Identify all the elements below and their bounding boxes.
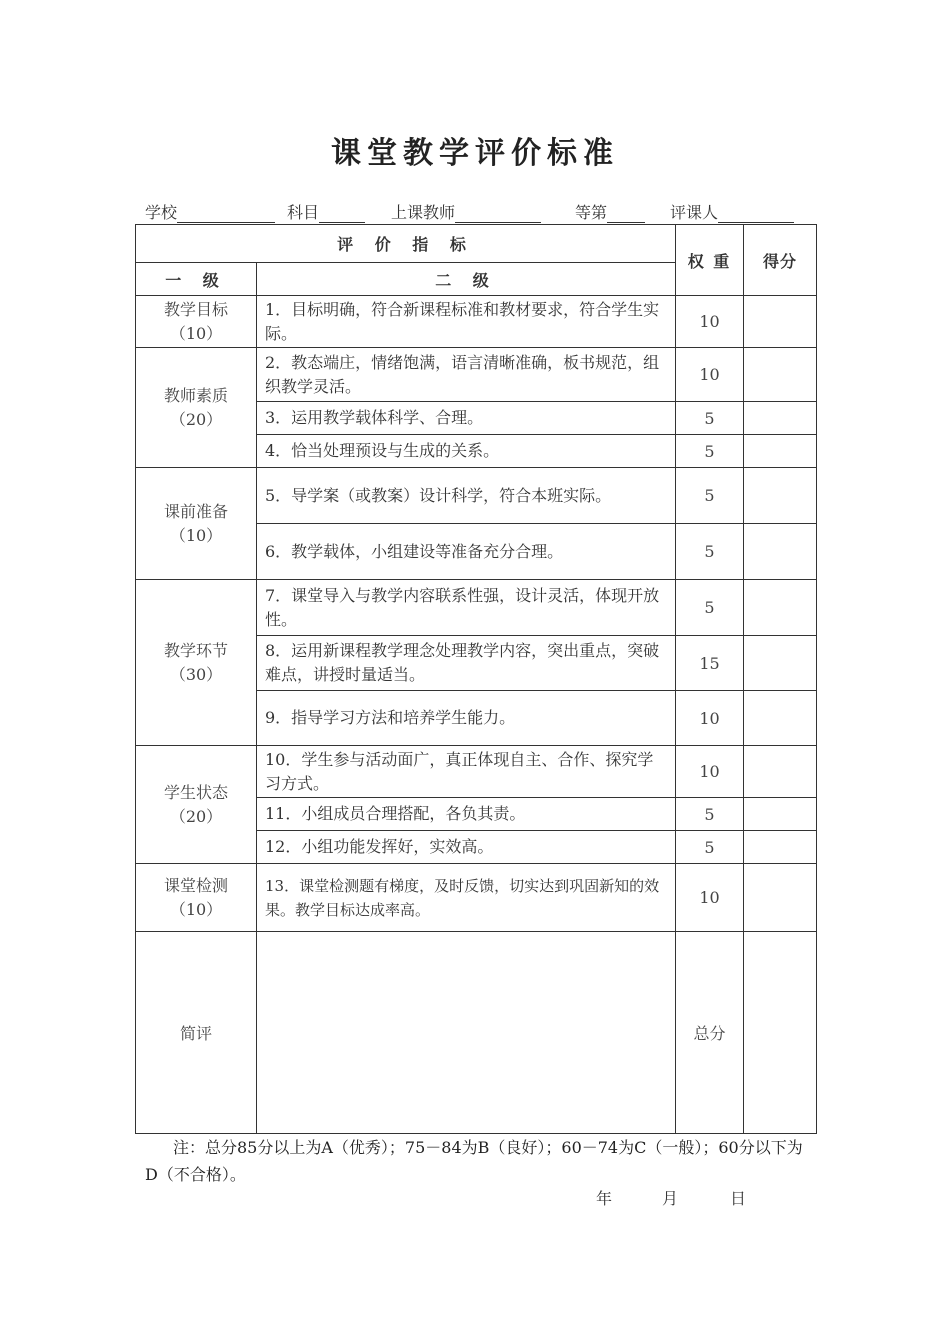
indicators-header: 评 价 指 标: [136, 225, 676, 263]
item-weight: 10: [676, 746, 744, 798]
score-cell[interactable]: [744, 296, 817, 348]
brief-comment-area[interactable]: [257, 932, 676, 1134]
score-cell[interactable]: [744, 636, 817, 691]
group-points: （10）: [169, 323, 223, 343]
header-fields: [145, 200, 815, 224]
date-month: 月: [662, 1189, 679, 1208]
group-cell-student-state: [136, 746, 257, 864]
brief-comment-label: 简评: [136, 932, 257, 1134]
score-cell[interactable]: [744, 402, 817, 435]
evaluator-label: 评课人: [670, 203, 719, 222]
item-weight: 5: [676, 580, 744, 636]
subject-label: 科目: [287, 203, 320, 222]
item-text: 9．指导学习方法和培养学生能力。: [257, 691, 676, 746]
score-cell[interactable]: [744, 831, 817, 864]
group-name: 教师素质: [163, 385, 228, 405]
score-header: 得分: [744, 225, 817, 296]
group-points: （20）: [169, 409, 223, 429]
group-name: 课堂检测: [163, 875, 228, 895]
grade-field[interactable]: [575, 200, 645, 223]
item-text: 10．学生参与活动面广，真正体现自主、合作、探究学习方式。: [257, 746, 676, 798]
item-text: 1．目标明确，符合新课程标准和教材要求，符合学生实际。: [257, 296, 676, 348]
item-weight: 5: [676, 798, 744, 831]
score-cell[interactable]: [744, 580, 817, 636]
level1-header: 一 级: [136, 263, 257, 296]
evaluation-table: [135, 224, 817, 1134]
level2-header: 二 级: [257, 263, 676, 296]
teacher-field[interactable]: [391, 200, 541, 223]
teacher-label: 上课教师: [391, 203, 456, 222]
school-label: 学校: [145, 203, 178, 222]
item-weight: 5: [676, 435, 744, 468]
score-cell[interactable]: [744, 864, 817, 932]
group-cell-classroom-test: [136, 864, 257, 932]
item-text: 12．小组功能发挥好，实效高。: [257, 831, 676, 864]
item-text: 5．导学案（或教案）设计科学，符合本班实际。: [257, 468, 676, 524]
score-cell[interactable]: [744, 435, 817, 468]
item-weight: 10: [676, 348, 744, 402]
evaluator-blank[interactable]: [718, 204, 794, 223]
item-text: 6．教学载体，小组建设等准备充分合理。: [257, 524, 676, 580]
group-points: （30）: [169, 664, 223, 684]
group-points: （20）: [169, 806, 223, 826]
subject-blank[interactable]: [319, 204, 365, 223]
score-cell[interactable]: [744, 348, 817, 402]
group-cell-lesson-prep: [136, 468, 257, 580]
item-weight: 5: [676, 468, 744, 524]
item-weight: 5: [676, 402, 744, 435]
weight-header: 权 重: [676, 225, 744, 296]
grading-note: 注：总分85分以上为A（优秀）；75－84为B（良好）；60－74为C（一般）；60分以下为D（不合格）。: [145, 1138, 803, 1184]
group-name: 学生状态: [163, 782, 228, 802]
total-score-cell[interactable]: [744, 932, 817, 1134]
item-weight: 10: [676, 296, 744, 348]
date-day: 日: [730, 1189, 747, 1208]
score-cell[interactable]: [744, 524, 817, 580]
item-weight: 10: [676, 864, 744, 932]
item-text: 2．教态端庄，情绪饱满，语言清晰准确，板书规范，组织教学灵活。: [257, 348, 676, 402]
group-points: （10）: [169, 525, 223, 545]
total-label: 总分: [676, 932, 744, 1134]
score-cell[interactable]: [744, 746, 817, 798]
item-weight: 15: [676, 636, 744, 691]
grade-label: 等第: [575, 203, 608, 222]
score-cell[interactable]: [744, 691, 817, 746]
evaluator-field[interactable]: [670, 200, 794, 223]
school-blank[interactable]: [177, 204, 275, 223]
page-title: 课堂教学评价标准: [331, 136, 619, 171]
group-name: 教学环节: [163, 640, 228, 660]
grade-blank[interactable]: [607, 204, 645, 223]
group-name: 课前准备: [163, 501, 228, 521]
group-name: 教学目标: [163, 299, 228, 319]
date-year: 年: [596, 1189, 613, 1208]
group-points: （10）: [169, 899, 223, 919]
group-cell-teacher-quality: [136, 348, 257, 468]
group-cell-teaching-steps: [136, 580, 257, 746]
teacher-blank[interactable]: [455, 204, 541, 223]
item-text: 4．恰当处理预设与生成的关系。: [257, 435, 676, 468]
group-cell-teaching-goal: [136, 296, 257, 348]
item-text: 3．运用教学载体科学、合理。: [257, 402, 676, 435]
item-text: 7．课堂导入与教学内容联系性强，设计灵活，体现开放性。: [257, 580, 676, 636]
subject-field[interactable]: [287, 200, 365, 223]
item-text: 13．课堂检测题有梯度，及时反馈，切实达到巩固新知的效果。教学目标达成率高。: [257, 864, 676, 932]
score-cell[interactable]: [744, 798, 817, 831]
item-text: 11．小组成员合理搭配，各负其责。: [257, 798, 676, 831]
item-weight: 10: [676, 691, 744, 746]
item-text: 8．运用新课程教学理念处理教学内容，突出重点，突破难点，讲授时量适当。: [257, 636, 676, 691]
item-weight: 5: [676, 524, 744, 580]
score-cell[interactable]: [744, 468, 817, 524]
school-field[interactable]: [145, 200, 275, 223]
item-weight: 5: [676, 831, 744, 864]
